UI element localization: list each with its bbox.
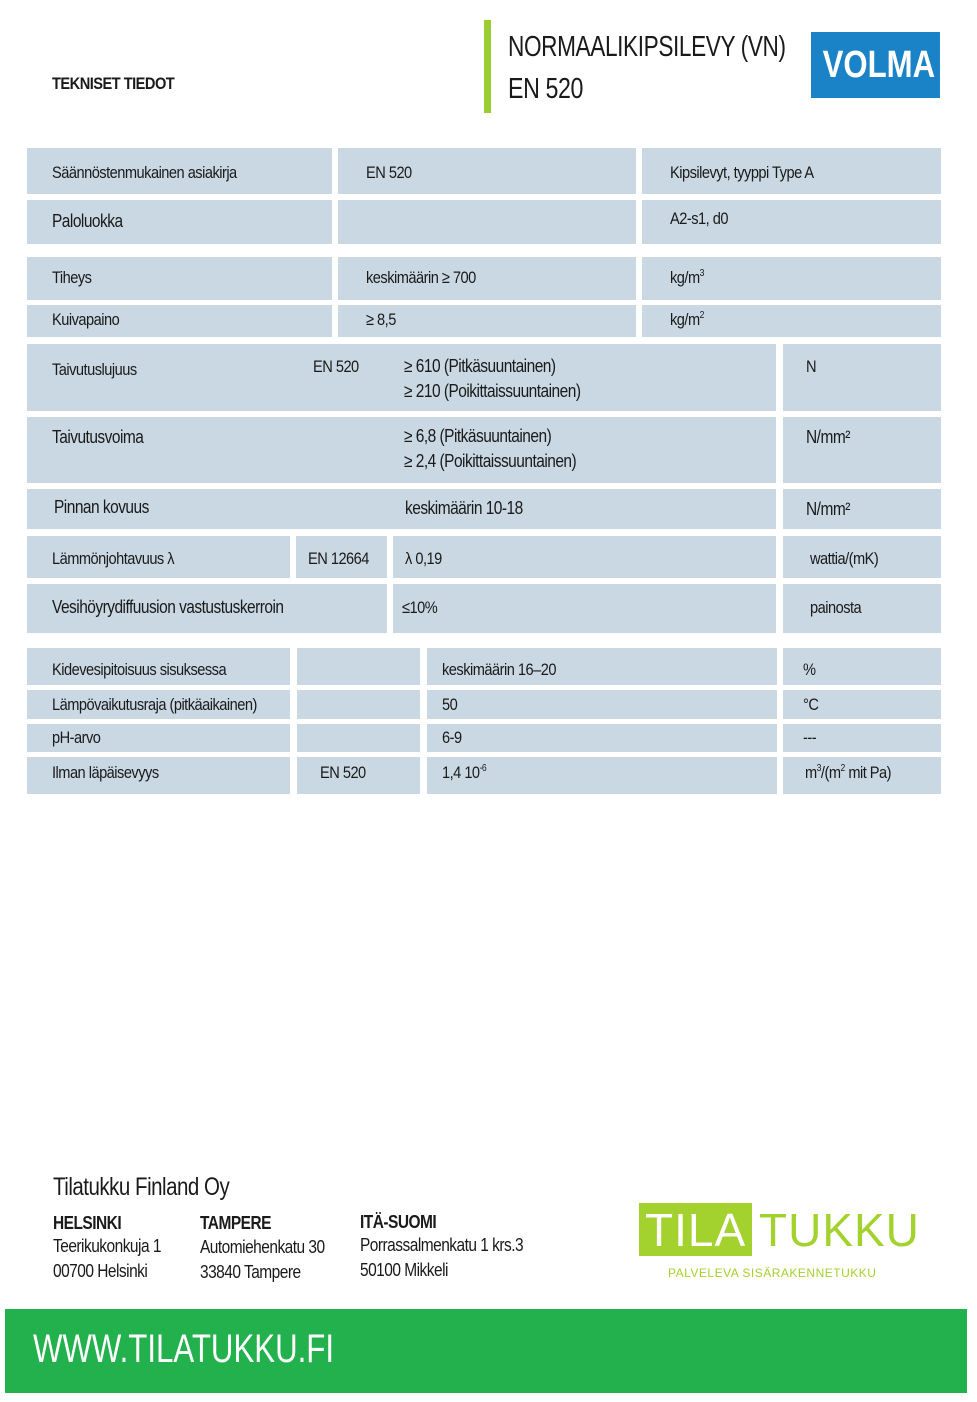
cell-std-row11 <box>297 690 420 719</box>
office-city-ita-suomi: ITÄ-SUOMI <box>360 1212 437 1232</box>
value2-row5: ≥ 210 (Poikittaissuuntainen) <box>404 381 581 401</box>
label-row5: Taivutuslujuus <box>52 360 137 379</box>
cell-value-row11 <box>427 690 777 719</box>
cell-value-row8 <box>393 536 776 578</box>
label-row7: Pinnan kovuus <box>54 497 149 517</box>
logo-tila-text: TILA <box>645 1204 747 1256</box>
website-link[interactable]: WWW.TILATUKKU.FI <box>33 1327 335 1371</box>
value1-row6: ≥ 6,8 (Pitkäsuuntainen) <box>404 426 552 446</box>
label-row13: Ilman läpäisevyys <box>52 763 159 782</box>
cell-unit-row5 <box>783 344 941 411</box>
value-row7: keskimäärin 10-18 <box>405 498 523 518</box>
label-row1: Säännöstenmukainen asiakirja <box>52 163 237 182</box>
unit-row12: --- <box>803 728 817 747</box>
label-row4: Kuivapaino <box>52 310 120 329</box>
label-row9: Vesihöyrydiffuusion vastustuskerroin <box>52 597 284 617</box>
label-row3: Tiheys <box>52 268 92 287</box>
company-name: Tilatukku Finland Oy <box>53 1173 230 1201</box>
section-label: TEKNISET TIEDOT <box>52 74 175 93</box>
office-street-ita-suomi: Porrassalmenkatu 1 krs.3 <box>360 1235 524 1255</box>
value-row8: λ 0,19 <box>405 549 442 568</box>
tilatukku-logo <box>639 1203 920 1283</box>
value2-row6: ≥ 2,4 (Poikittaissuuntainen) <box>404 451 577 471</box>
logo-tagline: PALVELEVA SISÄRAKENNETUKKU <box>668 1266 877 1280</box>
product-standard: EN 520 <box>508 73 583 105</box>
standard-row1: EN 520 <box>366 163 412 182</box>
website-bar <box>5 1309 967 1393</box>
office-street-helsinki: Teerikukonkuja 1 <box>53 1236 161 1256</box>
value-row3: keskimäärin ≥ 700 <box>366 268 476 287</box>
value-row4: ≥ 8,5 <box>366 310 396 329</box>
value-row12: 6-9 <box>442 728 462 747</box>
unit-row13: $m^3/(m^2$ mit Pa) <box>805 763 892 782</box>
office-postal-tampere: 33840 Tampere <box>200 1262 301 1282</box>
office-postal-helsinki: 00700 Helsinki <box>53 1261 148 1281</box>
cell-std-row2 <box>338 200 636 244</box>
standard-row13: EN 520 <box>320 763 366 782</box>
volma-logo-text: VOLMA <box>822 44 936 86</box>
unit-row7: N/mm² <box>806 499 850 519</box>
unit-row4: $kg/m^2$ <box>670 310 704 329</box>
unit-row9: painosta <box>810 598 862 617</box>
value1-row5: ≥ 610 (Pitkäsuuntainen) <box>404 356 556 376</box>
label-row6: Taivutusvoima <box>52 427 144 447</box>
unit-row5: N <box>806 357 817 376</box>
value-row10: keskimäärin 16–20 <box>442 660 556 679</box>
cell-value-row12 <box>427 724 777 752</box>
product-title: NORMAALIKIPSILEVY (VN) <box>508 31 786 63</box>
unit-row6: N/mm² <box>806 427 850 447</box>
label-row10: Kidevesipitoisuus sisuksessa <box>52 660 227 679</box>
unit-row10: % <box>803 660 816 679</box>
logo-tukku-text: TUKKU <box>759 1204 920 1256</box>
office-city-tampere: TAMPERE <box>200 1213 271 1233</box>
label-row12: pH-arvo <box>52 728 101 747</box>
cell-std-row10 <box>297 648 420 685</box>
office-street-tampere: Automiehenkatu 30 <box>200 1237 325 1257</box>
label-row2: Paloluokka <box>52 211 123 231</box>
label-row11: Lämpövaikutusraja (pitkäaikainen) <box>52 695 257 714</box>
cell-std-row12 <box>297 724 420 752</box>
cell-value-row9 <box>393 584 776 633</box>
volma-logo <box>811 32 940 98</box>
office-postal-ita-suomi: 50100 Mikkeli <box>360 1260 448 1280</box>
unit-row3: $kg/m^3$ <box>670 268 704 287</box>
standard-row5: EN 520 <box>313 357 359 376</box>
unit-row8: wattia/(mK) <box>810 549 879 568</box>
label-row8: Lämmönjohtavuus λ <box>52 549 175 568</box>
value-row1: Kipsilevyt, tyyppi Type A <box>670 163 814 182</box>
unit-row11: °C <box>803 695 819 714</box>
title-accent-bar <box>484 20 491 113</box>
value-row11: 50 <box>442 695 458 714</box>
standard-row8: EN 12664 <box>308 549 369 568</box>
value-row2: A2-s1, d0 <box>670 209 728 228</box>
value-row13: 1,4 $10^{-6}$ <box>442 763 487 782</box>
value-row9: ≤10% <box>402 598 438 617</box>
office-city-helsinki: HELSINKI <box>53 1213 122 1233</box>
